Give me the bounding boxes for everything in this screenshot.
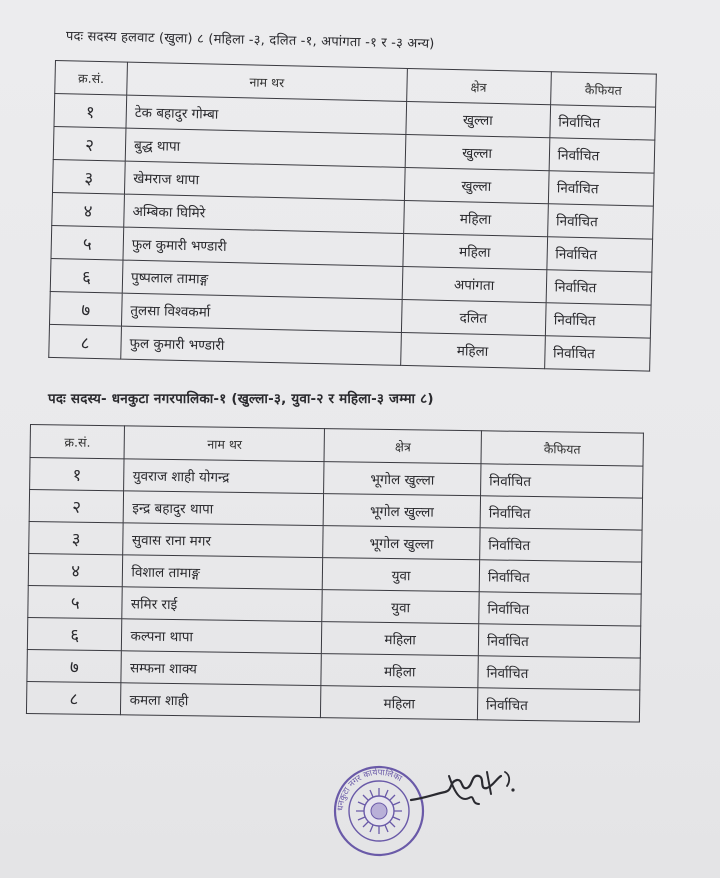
cell-sn: ५	[28, 585, 123, 618]
cell-status: निर्वाचित	[481, 464, 643, 498]
cell-status: निर्वाचित	[544, 336, 650, 371]
cell-sn: २	[53, 126, 126, 161]
cell-area: खुल्ला	[404, 167, 549, 203]
cell-status: निर्वाचित	[480, 528, 642, 562]
seal-text: धनकुटा नगर कार्यपालिका	[335, 767, 404, 812]
cell-name: बुद्ध थापा	[125, 128, 405, 167]
cell-status: निर्वाचित	[479, 560, 641, 594]
cell-sn: ६	[27, 617, 122, 650]
cell-name: फुल कुमारी भण्डारी	[123, 227, 403, 266]
col-header-area: क्षेत्र	[406, 68, 551, 104]
cell-sn: ४	[52, 192, 125, 227]
cell-status: निर्वाचित	[479, 592, 641, 626]
cell-area: महिला	[403, 200, 548, 236]
cell-sn: ६	[50, 258, 123, 293]
cell-name: सम्फना शाक्य	[121, 651, 321, 686]
cell-status: निर्वाचित	[546, 270, 652, 305]
col-header-name: नाम थर	[125, 426, 325, 462]
cell-status: निर्वाचित	[477, 688, 639, 722]
cell-sn: १	[54, 94, 127, 129]
cell-name: फुल कुमारी भण्डारी	[121, 326, 401, 365]
cell-sn: ७	[27, 649, 122, 682]
cell-sn: ५	[51, 225, 124, 260]
col-header-sn: क्र.सं.	[55, 61, 128, 96]
cell-area: युवा	[322, 590, 479, 624]
cell-name: टेक बहादुर गोम्बा	[126, 95, 406, 134]
cell-area: भूगोल खुल्ला	[323, 494, 480, 528]
cell-sn: १	[30, 458, 125, 491]
cell-area: भूगोल खुल्ला	[324, 462, 481, 496]
cell-name: पुष्पलाल तामाङ्ग	[122, 260, 402, 299]
cell-area: महिला	[400, 332, 545, 368]
cell-sn: २	[29, 490, 124, 523]
section1-table	[48, 60, 657, 372]
cell-area: युवा	[322, 558, 479, 592]
cell-name: तुलसा विश्वकर्मा	[121, 293, 401, 332]
col-header-name: नाम थर	[127, 62, 407, 101]
cell-status: निर्वाचित	[548, 171, 654, 206]
cell-area: महिला	[321, 654, 478, 688]
cell-sn: ८	[26, 681, 121, 714]
handwritten-signature	[405, 764, 525, 820]
col-header-sn: क्र.सं.	[30, 425, 125, 459]
cell-status: निर्वाचित	[549, 138, 655, 173]
cell-sn: ३	[52, 159, 125, 194]
section2-table	[26, 424, 644, 723]
cell-name: कमला शाही	[121, 683, 321, 718]
cell-sn: ८	[49, 324, 122, 359]
cell-status: निर्वाचित	[478, 656, 640, 690]
cell-area: अपांगता	[402, 266, 547, 302]
section1-heading: पदः सदस्य हलवाट (खुला) ८ (महिला -३, दलित -१, अपांगता -१ र -३ अन्य)	[65, 29, 435, 52]
cell-name: इन्द्र बहादुर थापा	[124, 491, 324, 526]
col-header-remarks: कैफियत	[550, 72, 656, 107]
cell-status: निर्वाचित	[545, 303, 651, 338]
cell-sn: ४	[28, 553, 123, 586]
col-header-area: क्षेत्र	[324, 429, 481, 464]
cell-name: विशाल तामाङ्ग	[123, 555, 323, 590]
section2-heading: पदः सदस्य- धनकुटा नगरपालिका-१ (खुल्ला-३, युवा-२ र महिला-३ जम्मा ८)	[48, 391, 434, 407]
cell-name: युवराज शाही योगन्द्र	[124, 459, 324, 494]
cell-name: खेमराज थापा	[124, 161, 404, 200]
cell-area: महिला	[321, 686, 478, 720]
cell-name: अम्बिका घिमिरे	[124, 194, 404, 233]
cell-name: समिर राई	[122, 587, 322, 622]
cell-area: भूगोल खुल्ला	[323, 526, 480, 560]
cell-sn: ७	[49, 291, 122, 326]
cell-area: खुल्ला	[405, 134, 550, 170]
col-header-remarks: कैफियत	[481, 431, 643, 466]
cell-name: सुवास राना मगर	[123, 523, 323, 558]
cell-area: खुल्ला	[405, 101, 550, 137]
cell-sn: ३	[29, 521, 124, 554]
cell-area: महिला	[322, 622, 479, 656]
cell-area: महिला	[402, 233, 547, 269]
cell-status: निर्वाचित	[549, 105, 655, 140]
cell-area: दलित	[401, 299, 546, 335]
cell-status: निर्वाचित	[480, 496, 642, 530]
cell-status: निर्वाचित	[546, 237, 652, 272]
cell-status: निर्वाचित	[547, 204, 653, 239]
cell-status: निर्वाचित	[478, 624, 640, 658]
cell-name: कल्पना थापा	[122, 619, 322, 654]
